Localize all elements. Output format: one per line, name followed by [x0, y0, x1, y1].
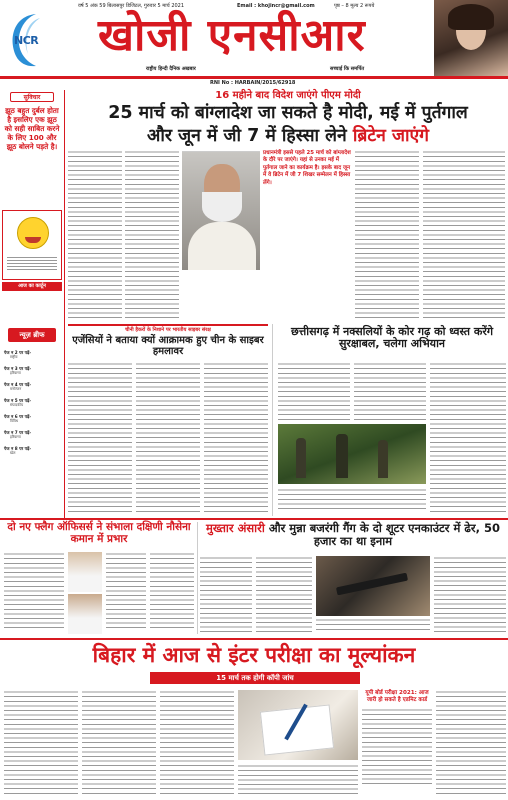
brief-item-head: पेज न 6 पर पढ़ें-	[4, 414, 32, 419]
brief-item[interactable]	[4, 414, 62, 424]
brief-item-head: पेज न 8 पर पढ़ें-	[4, 446, 32, 451]
naxal-column-2	[354, 362, 426, 422]
naxal-headline[interactable]: छत्तीसगढ़ में नक्सलियों के कोर गढ़ को ध्वस्त करेंगे सुरक्षाबल, चलेगा अभियान	[290, 325, 494, 351]
cyber-column-1	[68, 362, 132, 512]
photo-weapon	[336, 573, 408, 596]
news-brief-icon	[8, 328, 56, 342]
sidebar-divider	[64, 90, 65, 520]
photo-paper	[260, 704, 334, 755]
photo-beard	[202, 192, 242, 222]
encounter-column-2	[256, 556, 312, 632]
lead-column-3	[355, 150, 419, 320]
sidebar-left	[0, 90, 64, 570]
masthead-divider	[0, 76, 508, 79]
page-count-price: पृष्ठ – 8 मूल्य 2 रूपये	[334, 3, 375, 9]
quote-box	[2, 104, 62, 194]
brief-item-head: पेज न 3 पर पढ़ें-	[4, 366, 32, 371]
quote-title: सुविचार	[10, 92, 54, 102]
brief-item[interactable]	[4, 382, 62, 392]
tagline-right: सच्चाई कि समर्पित	[330, 66, 365, 72]
lead-headline-line2-a: और जून में जी 7 में हिस्सा लेने	[146, 126, 353, 146]
naxal-caption-lines	[278, 488, 426, 512]
brief-item-head: पेज न 2 पर पढ़ें-	[4, 350, 32, 355]
brief-item-sub: मनोरंजन	[10, 387, 22, 391]
navy-rule	[0, 518, 508, 520]
cartoon-title: आज का कार्टून	[2, 282, 62, 291]
cyber-rule	[68, 324, 268, 326]
brief-item-head: पेज न 5 पर पढ़ें-	[4, 398, 32, 403]
lead-column-4	[423, 150, 505, 320]
cyber-kicker[interactable]: चीनी हैकरों के निशाने पर भारतीय साइबर संरक्ष	[125, 327, 211, 333]
newspaper-title: खोजी एनसीआर	[98, 10, 366, 61]
brief-item[interactable]	[4, 350, 62, 360]
bihar-column-5	[436, 690, 506, 796]
masthead	[0, 0, 508, 80]
brief-item-sub: संपादकीय	[10, 403, 24, 407]
navy-officer-photo-2	[68, 594, 102, 634]
bihar-side-headline[interactable]: यूपी बोर्ड परीक्षा 2021: आज जारी हो सकते है एडमिट कार्ड	[365, 690, 429, 703]
photo-soldier-2	[336, 434, 348, 478]
brief-item-sub: विविध	[10, 419, 19, 423]
bihar-column-2	[82, 690, 156, 796]
bihar-headline[interactable]: बिहार में आज से इंटर परीक्षा का मूल्यांकन	[92, 643, 416, 667]
quote-body: झूठ बहुत दुर्बल होता है इसलिए एक झूठ को सही साबित करने के लिए 100 और झूठ बोलने पड़ते है।	[4, 106, 60, 151]
brief-item-sub: हरियाणा	[10, 435, 21, 439]
navy-column-3	[150, 552, 194, 632]
encounter-column-3	[434, 556, 506, 632]
cyber-headline[interactable]: एजेंसियों ने बताया क्यों आक्रामक हुए चीन के साइबर हमलावर	[72, 335, 264, 358]
photo-soldier-1	[296, 438, 306, 478]
logo-ncr: NCR	[14, 34, 39, 47]
lead-headline-line2-b: ब्रिटेन जाएंगे	[352, 126, 430, 146]
cartoon-box	[2, 210, 62, 280]
bihar-column-3	[160, 690, 234, 796]
photo-body	[188, 222, 256, 270]
brief-item[interactable]	[4, 430, 62, 440]
brief-item[interactable]	[4, 398, 62, 408]
brief-item-head: पेज न 7 पर पढ़ें-	[4, 430, 32, 435]
cyber-column-2	[136, 362, 200, 512]
brief-item-sub: खेल	[10, 451, 16, 455]
rni-number: RNI No : HARBAIN/2015/62918	[210, 80, 296, 86]
lead-pull-quote	[263, 150, 351, 270]
celebrity-photo	[434, 0, 508, 76]
navy-column-2	[106, 552, 146, 632]
bihar-column-4	[238, 764, 358, 796]
naxal-column-1	[278, 362, 350, 422]
lead-column-2	[125, 150, 179, 320]
brief-item-sub: राष्ट्रीय	[10, 355, 18, 359]
cartoon-face-icon	[17, 217, 49, 249]
pull-quote-text: प्रधानमंत्री इससे पहले 25 मार्च को बांग्लादेश के दौरे पर जाएंगे। यहां से उनका मई में पुर्तगाल जाने का कार्यक्रम है। इसके बाद जून में वे ब्रिटेन में जी 7 शिखर सम्मेलन में हिस्सा लेंगे।	[263, 150, 351, 186]
bihar-subhead: 15 मार्च तक होगी कॉपी जांच	[150, 672, 360, 684]
cartoon-caption-lines	[7, 255, 57, 271]
photo-hair	[448, 4, 494, 30]
dateline: वर्ष 5 अंक 59 बिलासपुर डिजिटल, गुरुवार 5 मार्च 2021	[78, 3, 185, 9]
brief-item[interactable]	[4, 366, 62, 376]
brief-item-head: पेज न 4 पर पढ़ें-	[4, 382, 32, 387]
lead-headline-line2[interactable]	[68, 127, 508, 147]
lead-headline-line1[interactable]: 25 मार्च को बांग्लादेश जा सकते है मोदी, मई में पुर्तगाल	[108, 103, 468, 123]
encounter-column-1	[200, 556, 252, 632]
lead-photo-pm	[182, 152, 260, 270]
naxal-column-3	[430, 362, 506, 512]
lead-kicker[interactable]: 16 महीने बाद विदेश जाएंगे पीएम मोदी	[215, 90, 361, 101]
encounter-headline-b: और मुन्ना बजरंगी गैंग के दो शूटर एनकाउंटर में ढेर, 50 हजार का था इनाम	[264, 521, 500, 548]
encounter-divider	[197, 522, 198, 634]
bihar-side-box	[362, 690, 432, 796]
lead-column-1	[68, 150, 122, 320]
bihar-column-1	[4, 690, 78, 796]
encounter-headline[interactable]	[200, 522, 506, 548]
bihar-exam-photo	[238, 690, 358, 760]
bihar-side-lines	[362, 708, 432, 786]
email-address[interactable]: Email : khojincr@gmail.com	[237, 3, 315, 9]
encounter-caption	[316, 618, 430, 632]
navy-column-1	[4, 552, 64, 632]
naxal-photo-forest	[278, 424, 426, 484]
brief-list	[4, 350, 62, 462]
encounter-photo	[316, 556, 430, 616]
photo-soldier-3	[378, 440, 388, 478]
brief-item-sub: हरियाणा	[10, 371, 21, 375]
brief-item[interactable]	[4, 446, 62, 456]
logo	[6, 10, 50, 68]
encounter-headline-a: मुख्तार अंसारी	[206, 521, 265, 535]
naxal-divider	[272, 324, 273, 516]
news-brief-title: न्यूज़ ब्रीफ	[8, 328, 56, 342]
navy-officer-photo-1	[68, 552, 102, 592]
navy-headline[interactable]: दो नए फ्लैग ऑफिसर्स ने संभाला दक्षिणी नौसेना कमान में प्रभार	[7, 521, 191, 545]
cyber-column-3	[204, 362, 268, 512]
tagline-left: राष्ट्रीय हिन्दी दैनिक अखबार	[146, 66, 196, 72]
